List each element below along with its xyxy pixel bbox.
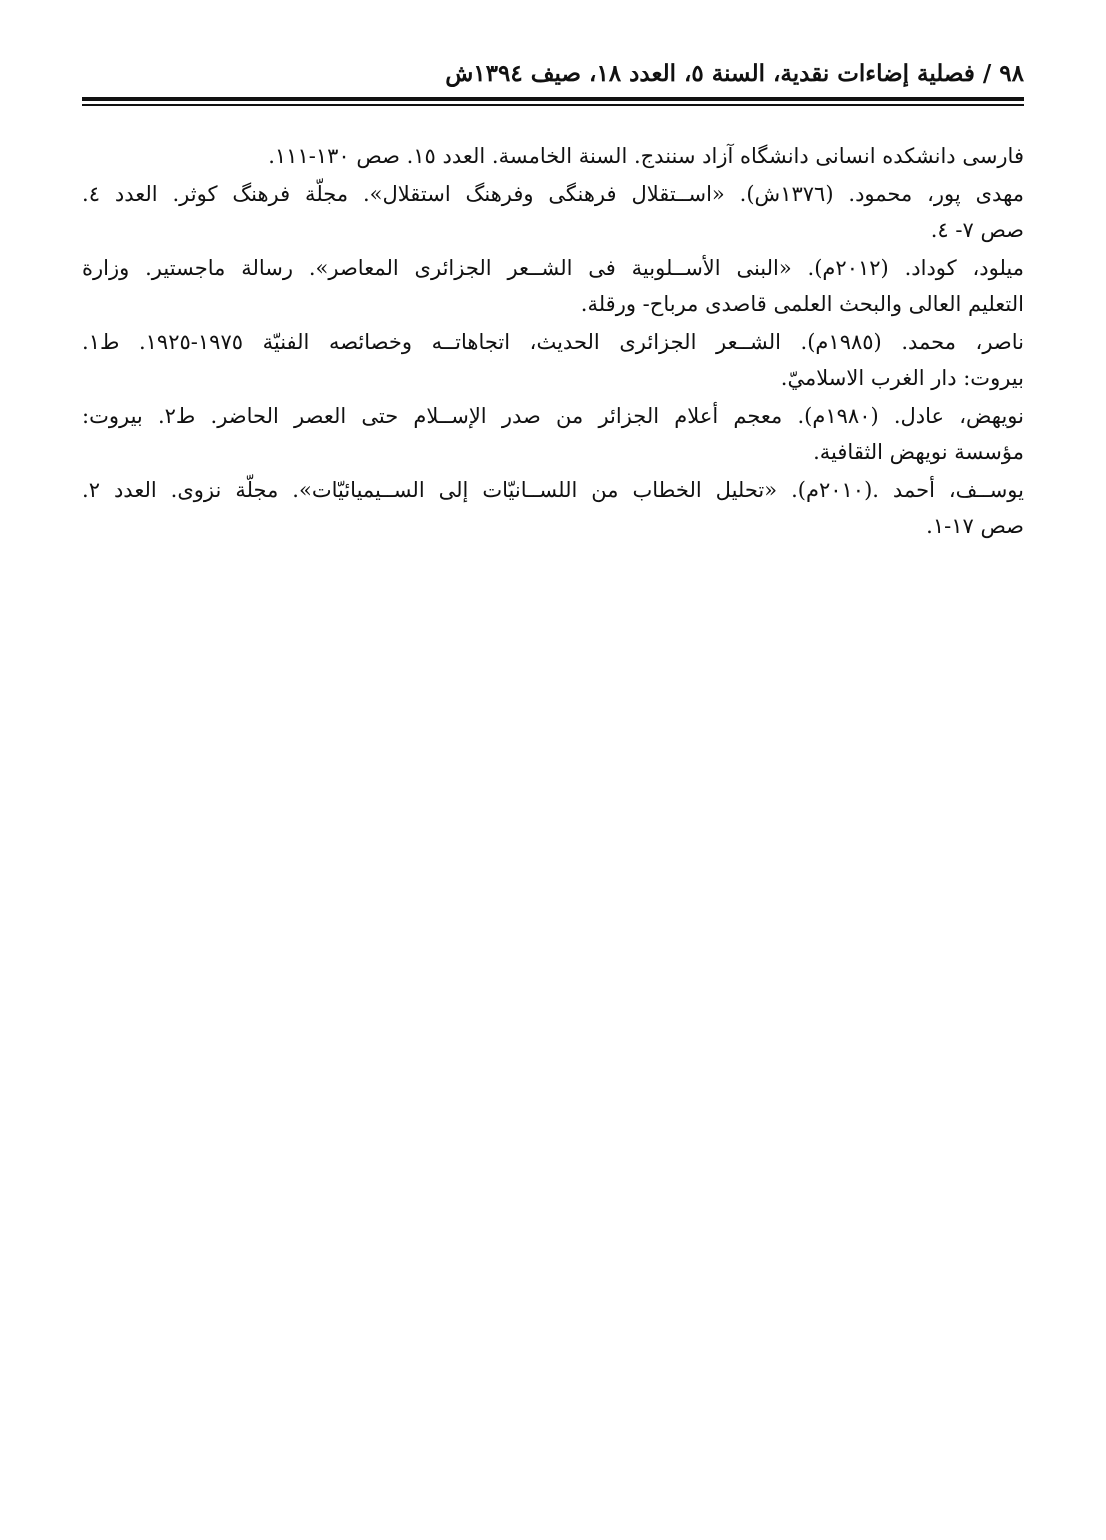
- reference-line: مهدی پور، محمود. (١٣٧٦ش). «اســتقلال فرهنگی وفرهنگ استقلال». مجلّة فرهنگ کوثر. العدد ٤.: [82, 182, 1025, 206]
- reference-list: [82, 138, 1024, 546]
- reference-line: میلود، کوداد. (٢٠١٢م). «البنی الأســلوبية فی الشــعر الجزائری المعاصر». رسالة ماجستیر. وزارة: [82, 256, 1024, 280]
- header-rule-thin: [82, 104, 1024, 106]
- reference-line: صص ٧- ٤.: [930, 218, 1024, 242]
- reference-line: فارسی دانشکده انسانی دانشگاه آزاد سنندج. السنة الخامسة. العدد ١٥. صص ١٣٠-١١١.: [268, 144, 1024, 168]
- reference-line: التعلیم العالی والبحث العلمی قاصدی مرباح- ورقلة.: [580, 292, 1024, 316]
- running-header: ٩٨ / فصلية إضاءات نقدية، السنة ٥، العدد ١٨، صيف ١٣٩٤ش: [445, 60, 1024, 87]
- reference-entry: [82, 398, 1024, 470]
- reference-line: بیروت: دار الغرب الاسلاميّ.: [780, 366, 1024, 390]
- reference-entry: [82, 250, 1024, 322]
- reference-line: یوســف، أحمد .(٢٠١٠م). «تحلیل الخطاب من اللســانيّات إلی الســيميائيّات». مجلّة نزوی. العدد ٢.: [82, 478, 1024, 502]
- reference-entry: [82, 138, 1024, 174]
- reference-entry: [82, 176, 1024, 248]
- reference-line: نویهض، عادل. (١٩٨٠م). معجم أعلام الجزائر من صدر الإســلام حتی العصر الحاضر. ط٢. بیروت:: [82, 404, 1025, 428]
- reference-line: ناصر، محمد. (١٩٨٥م). الشــعر الجزائری الحدیث، اتجاهاتــه وخصائصه الفنيّة ١٩٧٥-١٩٢٥. ط١.: [82, 330, 1024, 354]
- reference-entry: [82, 324, 1024, 396]
- reference-line: صص ١٧-١.: [926, 514, 1024, 538]
- header-rule-thick: [82, 97, 1024, 101]
- reference-entry: [82, 472, 1024, 544]
- reference-line: مؤسسة نویهض الثقافیة.: [813, 440, 1024, 464]
